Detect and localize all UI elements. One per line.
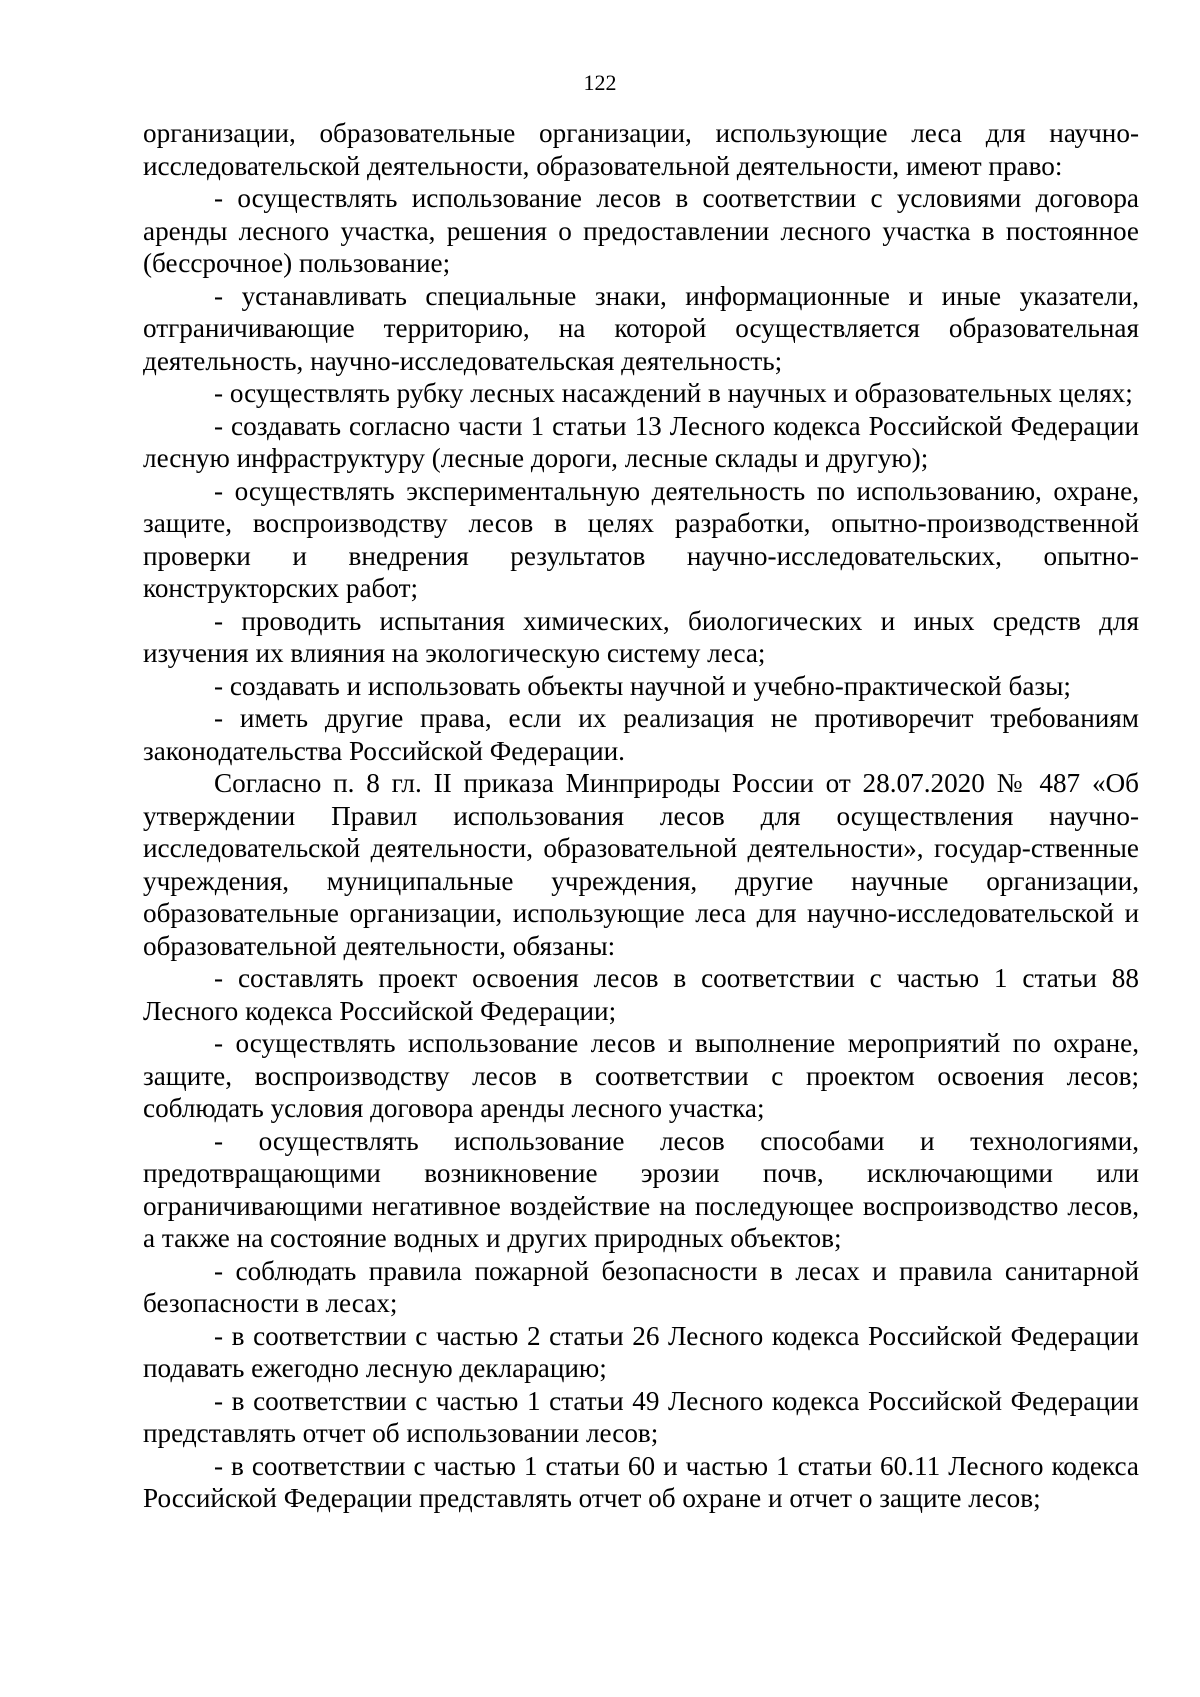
paragraph: - осуществлять рубку лесных насаждений в научных и образовательных целях; xyxy=(214,378,1133,408)
paragraph: - в соответствии с частью 1 статьи 49 Лесного кодекса Российской Федерации представлять отчет об использовании лесов; xyxy=(143,1385,1139,1448)
body-text xyxy=(143,117,1139,1515)
paragraph: - осуществлять экспериментальную деятельность по использованию, охране, защите, воспроизводству лесов в целях разработки, опытно-производственной проверки и внедрения результатов научно-исследовательских, опытно-конструкторских работ; xyxy=(143,475,1139,603)
paragraph: - иметь другие права, если их реализация не противоречит требованиям законодательства Российской Федерации. xyxy=(143,703,1139,766)
paragraph: - в соответствии с частью 2 статьи 26 Лесного кодекса Российской Федерации подавать ежегодно лесную декларацию; xyxy=(143,1320,1139,1383)
paragraph: организации, образовательные организации, использующие леса для научно-исследовательской деятельности, образовательной деятельности, имеют право: xyxy=(143,118,1139,181)
page-number: 122 xyxy=(583,70,617,95)
paragraph: - в соответствии с частью 1 статьи 60 и частью 1 статьи 60.11 Лесного кодекса Российской Федерации представлять отчет об охране и отчет о защите лесов; xyxy=(143,1450,1139,1513)
paragraph: - устанавливать специальные знаки, информационные и иные указатели, отграничивающие территорию, на которой осуществляется образовательная деятельность, научно-исследовательская деятельность; xyxy=(143,280,1139,376)
paragraph: - создавать и использовать объекты научной и учебно-практической базы; xyxy=(214,670,1071,701)
paragraph: - осуществлять использование лесов способами и технологиями, предотвращающими возникновение эрозии почв, исключающими или ограничивающими негативное воздействие на последующее воспроизводство лесов, а также на состояние водных и других природных объектов; xyxy=(143,1125,1139,1253)
paragraph: - проводить испытания химических, биологических и иных средств для изучения их влияния на экологическую систему леса; xyxy=(143,605,1139,668)
paragraph: - осуществлять использование лесов в соответствии с условиями договора аренды лесного участка, решения о предоставлении лесного участка в постоянное (бессрочное) пользование; xyxy=(143,183,1139,278)
paragraph: - составлять проект освоения лесов в соответствии с частью 1 статьи 88 Лесного кодекса Российской Федерации; xyxy=(143,963,1139,1026)
paragraph: - создавать согласно части 1 статьи 13 Лесного кодекса Российской Федерации лесную инфраструктуру (лесные дороги, лесные склады и другую); xyxy=(143,410,1139,473)
paragraph: - осуществлять использование лесов и выполнение мероприятий по охране, защите, воспроизводству лесов в соответствии с проектом освоения лесов; соблюдать условия договора аренды лесного участка; xyxy=(143,1028,1139,1123)
paragraph: Согласно п. 8 гл. II приказа Минприроды России от 28.07.2020 № 487 «Об утверждении Правил использования лесов для осуществления научно-исследовательской деятельности, образовательной деятельности», государ-ственные учреждения, муниципальные учреждения, другие научные организации, образовательные организации, использующие леса для научно-исследовательской и образовательной деятельности, обязаны: xyxy=(143,768,1139,961)
paragraph: - соблюдать правила пожарной безопасности в лесах и правила санитарной безопасности в лесах; xyxy=(143,1255,1139,1318)
